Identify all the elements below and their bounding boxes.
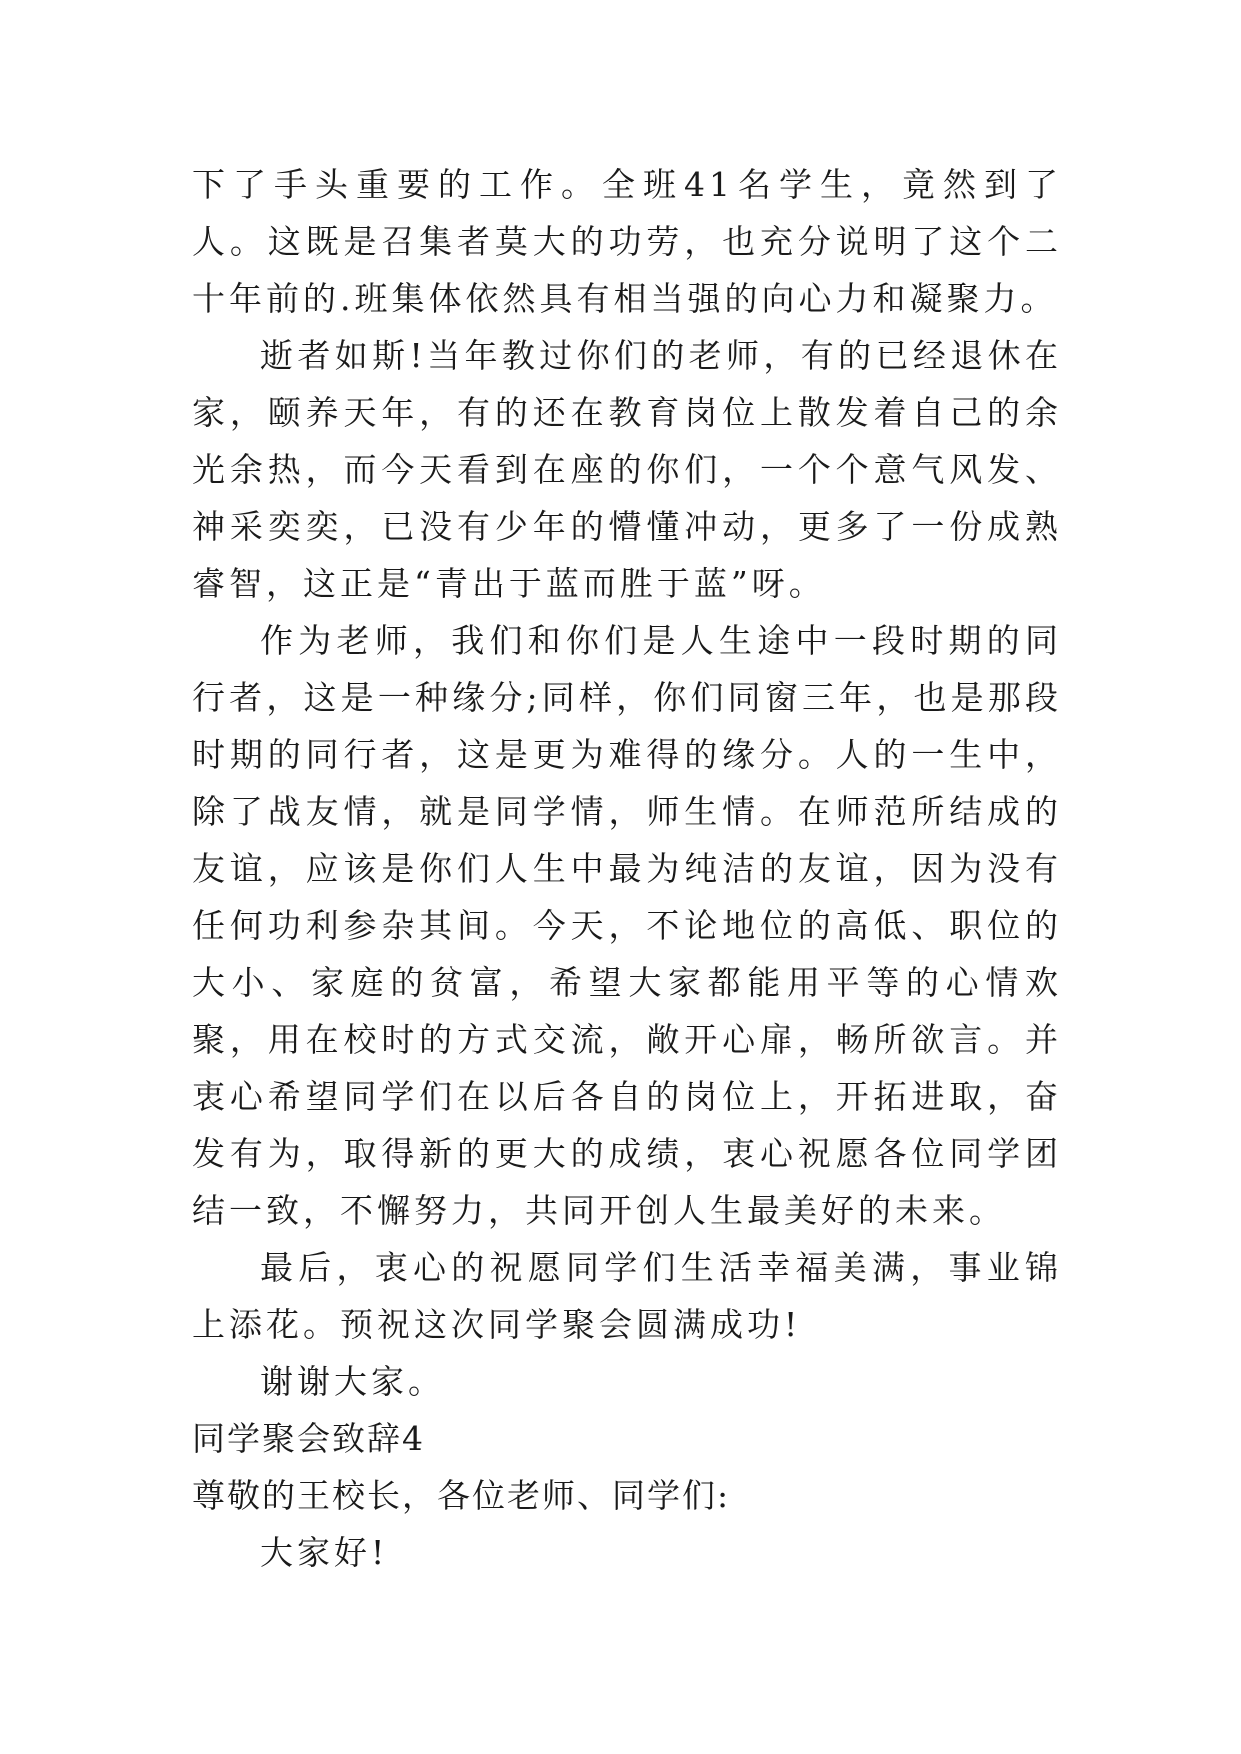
paragraph-teachers: 逝者如斯!当年教过你们的老师，有的已经退休在家，颐养天年，有的还在教育岗位上散发着自己的余光余热，而今天看到在座的你们，一个个意气风发、神采奕奕，已没有少年的懵懂冲动，更多了一份成熟睿智，这正是“青出于蓝而胜于蓝”呀。 bbox=[192, 336, 1062, 603]
document-body bbox=[192, 156, 1062, 1581]
paragraph-friendship: 作为老师，我们和你们是人生途中一段时期的同行者，这是一种缘分;同样，你们同窗三年，也是那段时期的同行者，这是更为难得的缘分。人的一生中，除了战友情，就是同学情，师生情。在师范所结成的友谊，应该是你们人生中最为纯洁的友谊，因为没有任何功利参杂其间。今天，不论地位的高低、职位的大小、家庭的贫富，希望大家都能用平等的心情欢聚，用在校时的方式交流，敞开心扉，畅所欲言。并衷心希望同学们在以后各自的岗位上，开拓进取，奋发有为，取得新的更大的成绩，衷心祝愿各位同学团结一致，不懈努力，共同开创人生最美好的未来。 bbox=[192, 621, 1062, 1230]
greeting: 大家好! bbox=[260, 1533, 389, 1572]
paragraph-thanks: 谢谢大家。 bbox=[260, 1362, 445, 1401]
salutation: 尊敬的王校长，各位老师、同学们: bbox=[192, 1476, 731, 1515]
section-title: 同学聚会致辞4 bbox=[192, 1419, 425, 1458]
paragraph-continuation: 下了手头重要的工作。全班41名学生，竟然到了 人。这既是召集者莫大的功劳，也充分说明了这个二十年前的.班集体依然具有相当强的向心力和凝聚力。 bbox=[192, 165, 1062, 318]
paragraph-closing-wishes: 最后，衷心的祝愿同学们生活幸福美满，事业锦上添花。预祝这次同学聚会圆满成功! bbox=[192, 1248, 1062, 1344]
